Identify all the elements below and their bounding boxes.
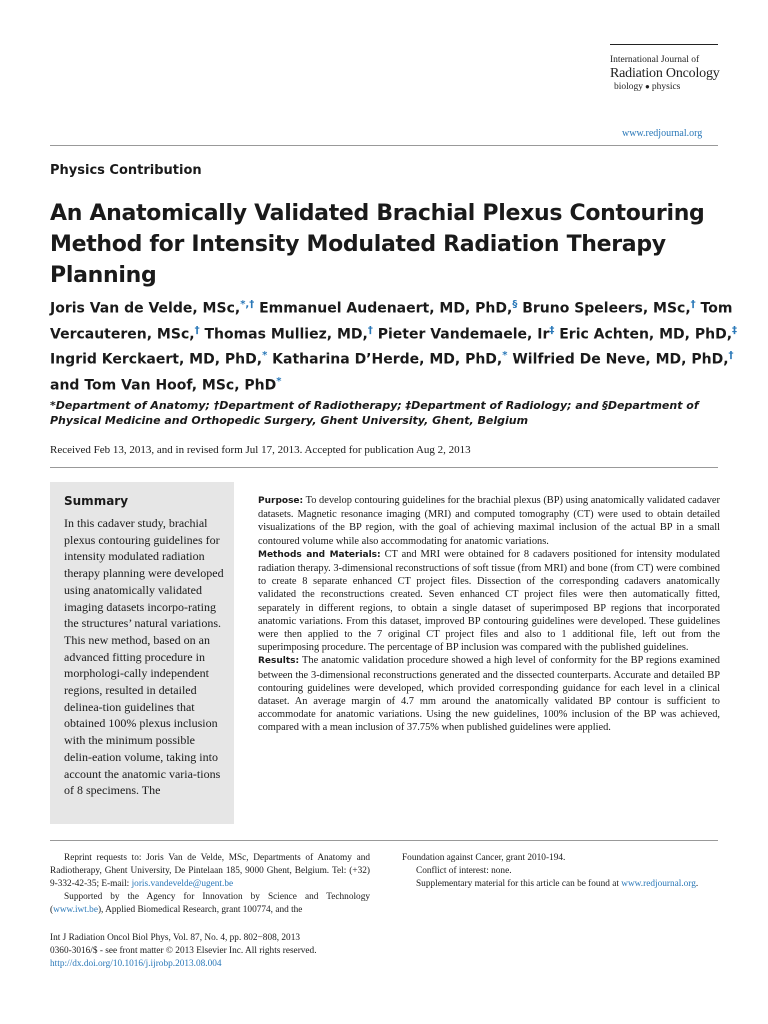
author-name: Thomas Mulliez, MD, (204, 326, 368, 343)
author-affiliation-mark: * (262, 350, 268, 362)
logo-rule (610, 44, 718, 45)
author-list (50, 294, 740, 397)
author-affiliation-mark: ‡ (732, 324, 738, 336)
methods-label: Methods and Materials: (258, 549, 381, 560)
footnotes-left (50, 852, 370, 917)
header-divider (50, 467, 718, 468)
logo-line-3 (610, 81, 735, 93)
footnotes-right (402, 852, 720, 891)
citation-line-2: 0360-3016/$ - see front matter © 2013 Elsevier Inc. All rights reserved. (50, 946, 317, 956)
author-affiliation-mark: † (367, 324, 373, 336)
conflict-note: Conflict of interest: none. (416, 866, 512, 876)
author-name: Tom Van Hoof, MSc, PhD (84, 377, 277, 394)
author-affiliation-mark: † (728, 350, 734, 362)
summary-heading: Summary (64, 494, 129, 508)
logo-line-1: International Journal of (610, 55, 700, 65)
reprint-requests: Reprint requests to: Joris Van de Velde, MSc, Departments of Anatomy and Radiotherapy, Ghent University, De Pintelaan 185, 9000 Ghent, Belgium. Tel: (+32) 9-332-42-35; E-mail: joris.vandevelde@ugent.be (50, 853, 370, 889)
purpose-text: To develop contouring guidelines for the brachial plexus (BP) using anatomically validated cadaver datasets. Magnetic resonance imaging (MRI) and computed tomography (CT) were used to obtain detailed visualizations of the BP region, with the goal of achieving maximal inclusion of the actual BP in a small contoured volume while also accommodating for anatomic variations. (258, 495, 720, 547)
summary-box (50, 482, 234, 824)
author-affiliation-mark: † (690, 299, 696, 310)
author-affiliation-mark: *,† (240, 299, 255, 310)
results-label: Results: (258, 656, 300, 667)
bullet-icon: ● (645, 82, 650, 91)
author-affiliation-mark: * (502, 350, 508, 362)
methods-text: CT and MRI were obtained for 8 cadavers positioned for intensity modulated radiation therapy. 3-dimensional reconstructions of soft tissue (from MRI) and bone (from CT) were combined to create 8 separate enhanced CT project files. Dissection of the corresponding cadavers anatomically validated the reconstructions created. Seven enhanced CT project files were then automatically fitted, separately in different regions, to obtain a single dataset of superimposed BP regions that incorporated anatomic variations. From this dataset, improved BP contouring guidelines were developed. These guidelines were then applied to the 7 original CT project files and also to 1 additional file, left out from the superimposing procedure. The percentage of BP inclusion was compared with the published guidelines. (258, 548, 721, 654)
author-name: Bruno Speleers, MSc, (522, 300, 691, 317)
supplementary-note: Supplementary material for this article can be found at www.redjournal.org. (416, 879, 699, 889)
footnote-divider (50, 840, 718, 841)
purpose-label: Purpose: (258, 496, 304, 506)
journal-url-link[interactable]: www.redjournal.org (622, 128, 703, 139)
email-link[interactable]: joris.vandevelde@ugent.be (131, 879, 234, 889)
author-affiliation-mark: § (512, 299, 518, 310)
section-label: Physics Contribution (50, 163, 202, 178)
foundation-note: Foundation against Cancer, grant 2010-194. (402, 853, 566, 863)
received-dates: Received Feb 13, 2013, and in revised form Jul 17, 2013. Accepted for publication Aug 2, 2013 (50, 444, 471, 456)
author-affiliation-mark: * (276, 375, 282, 387)
author-name: Katharina D’Herde, MD, PhD, (272, 351, 503, 368)
summary-text: In this cadaver study, brachial plexus contouring guidelines for intensity modulated radiation therapy planning were developed using anatomically validated imaging datasets incorpo-rating the structures’ natural variations. This new method, based on an advanced fitting procedure in morphologi-cally independent regions, resulted in detailed delinea-tion guidelines that obtained 100% plexus inclusion with the minimum possible delin-eation volume, taking into account the anatomic varia-tions of 8 specimens. The (64, 516, 224, 798)
abstract (258, 494, 720, 735)
affiliations: *Department of Anatomy; †Department of Radiotherapy; ‡Department of Radiology; and §Department of Physical Medicine and Orthopedic Surgery, Ghent University, Ghent, Belgium (50, 399, 699, 427)
logo-physics: physics (651, 82, 681, 92)
author-name: Eric Achten, MD, PhD, (559, 326, 733, 343)
doi-link[interactable]: http://dx.doi.org/10.1016/j.ijrobp.2013.08.004 (50, 959, 222, 969)
author-name: Emmanuel Audenaert, MD, PhD, (259, 300, 513, 317)
citation-line-1: Int J Radiation Oncol Biol Phys, Vol. 87, No. 4, pp. 802−808, 2013 (50, 933, 300, 943)
support-note: Supported by the Agency for Innovation by Science and Technology (www.iwt.be), Applied Biomedical Research, grant 100774, and the (50, 892, 370, 915)
author-name: Joris Van de Velde, MSc, (50, 300, 241, 317)
author-name: Tom Vercauteren, MSc, (50, 300, 733, 343)
abstract-purpose (258, 494, 720, 548)
author-affiliation-mark: ‡ (549, 324, 555, 336)
iwt-link[interactable]: www.iwt.be (53, 905, 98, 915)
paper-title: An Anatomically Validated Brachial Plexus Contouring Method for Intensity Modulated Radiation Therapy Planning (50, 201, 705, 288)
logo-line-2: Radiation Oncology (610, 66, 720, 81)
abstract-results (258, 654, 720, 734)
author-name: Ingrid Kerckaert, MD, PhD, (50, 351, 263, 368)
abstract-methods (258, 548, 720, 655)
author-separator: and (50, 377, 85, 394)
author-name: Wilfried De Neve, MD, PhD, (512, 351, 729, 368)
results-text: The anatomic validation procedure showed a high level of conformity for the BP regions examined between the 3-dimensional reconstructions generated and the dissected counterparts. Accurate and detailed BP contouring guidelines were developed, which provided corresponding guidance for each level in a clinical dataset. An average margin of 4.7 mm around the anatomically validated BP contour is sufficient to accommodate for anatomic variations. Using the new guidelines, 100% inclusion of the BP was achieved, compared with a mean inclusion of 37.75% when published guidelines were applied. (258, 655, 720, 734)
author-name: Pieter Vandemaele, Ir (377, 326, 550, 343)
citation-block (50, 932, 390, 971)
journal-logo (610, 44, 735, 93)
logo-biology: biology (614, 82, 644, 92)
author-affiliation-mark: † (194, 324, 200, 336)
supplementary-link[interactable]: www.redjournal.org (621, 879, 696, 889)
top-divider (50, 145, 718, 146)
